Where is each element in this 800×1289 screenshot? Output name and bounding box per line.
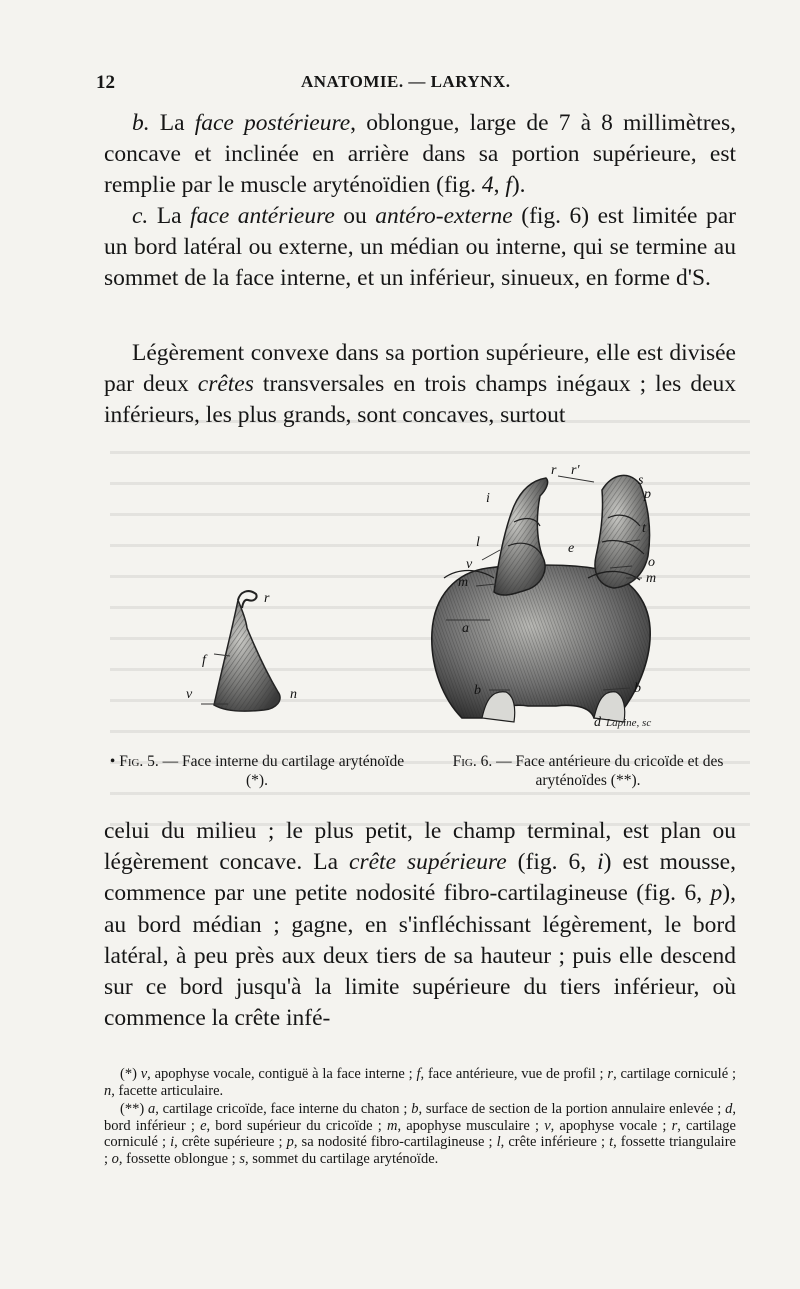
text-run: b. bbox=[132, 110, 150, 136]
fig6-label-i: i bbox=[486, 491, 490, 506]
footnote-fig5 bbox=[104, 1066, 736, 1099]
fig6-caption-number: Fig. 6. bbox=[452, 753, 493, 770]
fig6-label-b-left: b bbox=[474, 683, 481, 698]
text-run: , sa nodosité fibro-cartilagineuse ; bbox=[293, 1134, 497, 1150]
text-run: l bbox=[496, 1134, 501, 1150]
text-run: celui du milieu ; le plus petit, le champ terminal, est plan ou légèrement concave. La bbox=[104, 818, 736, 876]
text-run: transversales en trois champs inégaux ; les deux inférieurs, les plus grands, sont concaves, surtout bbox=[104, 371, 736, 429]
text-run: , bbox=[493, 172, 506, 199]
text-run: m bbox=[386, 1117, 398, 1134]
fig6-cricoid-drawing bbox=[432, 463, 656, 730]
text-run: t bbox=[609, 1134, 614, 1150]
footnote-fig6 bbox=[104, 1101, 736, 1167]
fig6-caption-text: — Face antérieure du cricoïde et des aryténoïdes (**). bbox=[492, 753, 724, 789]
text-run: , bord inférieur ; bbox=[104, 1101, 736, 1134]
text-run: , apophyse vocale, contiguë à la face interne ; bbox=[147, 1066, 417, 1082]
text-run: , oblongue, large de 7 à 8 millimètres, concave et inclinée en arrière dans sa portion supérieure, est remplie par le muscle aryténoïdien (fig. bbox=[104, 110, 736, 199]
fig6-caption bbox=[432, 752, 744, 790]
fig6-label-r: r bbox=[551, 463, 557, 478]
fig5-label-r: r bbox=[264, 591, 270, 606]
page-number: 12 bbox=[96, 72, 115, 93]
fig5-arytenoid-drawing bbox=[186, 591, 297, 711]
text-run: , surface de section de la portion annulaire enlevée ; bbox=[418, 1101, 726, 1117]
fig6-label-a: a bbox=[462, 621, 469, 636]
text-run: face antérieure bbox=[190, 203, 335, 229]
fig6-label-m-left: m bbox=[458, 575, 469, 590]
text-run: p bbox=[286, 1134, 294, 1150]
fig5-caption bbox=[98, 752, 416, 790]
text-run: s bbox=[239, 1150, 245, 1167]
footnotes bbox=[104, 1066, 736, 1169]
figures-block bbox=[96, 460, 746, 800]
fig6-label-t: t bbox=[642, 521, 646, 536]
fig6-label-l: l bbox=[476, 535, 480, 550]
text-run: , fossette oblongue ; bbox=[118, 1150, 240, 1167]
figures-illustration bbox=[96, 460, 746, 800]
fig6-label-o: o bbox=[648, 555, 655, 570]
fig5-caption-text: — Face interne du cartilage aryténoïde (*). bbox=[158, 753, 405, 789]
text-run: , crête inférieure ; bbox=[500, 1134, 610, 1150]
fig5-label-v: v bbox=[186, 687, 193, 702]
text-run: , apophyse vocale ; bbox=[550, 1117, 672, 1134]
text-run: , face antérieure, vue de profil ; bbox=[420, 1066, 608, 1082]
text-run: i bbox=[170, 1134, 175, 1150]
fig6-label-e: e bbox=[568, 541, 575, 556]
text-run: (**) bbox=[120, 1101, 148, 1117]
text-run: Légèrement convexe dans sa portion supérieure, elle est divisée par deux bbox=[104, 340, 736, 398]
text-run: o bbox=[111, 1150, 119, 1167]
text-run: ou bbox=[334, 203, 376, 229]
text-run: (fig. 6, bbox=[506, 849, 598, 876]
running-title: ANATOMIE. — LARYNX. bbox=[301, 72, 511, 91]
text-run: La bbox=[148, 203, 191, 229]
text-run: , fossette triangulaire ; bbox=[104, 1134, 736, 1167]
text-run: n bbox=[104, 1082, 112, 1099]
text-run: d bbox=[725, 1101, 733, 1117]
fig5-label-n: n bbox=[290, 687, 297, 702]
fig5-caption-number: • Fig. 5. bbox=[109, 753, 159, 770]
fig6-left-hatching bbox=[494, 478, 548, 595]
engraver-signature: Lapine, sc bbox=[606, 717, 652, 729]
text-run: face postérieure bbox=[194, 110, 351, 136]
text-run: , cartilage cricoïde, face interne du chaton ; bbox=[155, 1101, 412, 1117]
fig6-label-r-prime: r' bbox=[571, 463, 580, 478]
fig6-label-m-right: m bbox=[646, 571, 657, 586]
text-run: r bbox=[607, 1066, 614, 1082]
paragraph-anterior-face bbox=[104, 201, 736, 295]
text-run: i bbox=[597, 849, 604, 876]
text-run: , cartilage corniculé ; bbox=[613, 1066, 736, 1082]
text-run: v bbox=[140, 1066, 148, 1082]
fig6-label-p: p bbox=[644, 487, 651, 502]
paragraph-posterior-face bbox=[104, 108, 736, 202]
page-header bbox=[96, 72, 736, 98]
text-run: , sommet du cartilage aryténoïde. bbox=[244, 1150, 439, 1167]
text-run: antéro-externe bbox=[375, 203, 513, 229]
paragraph-superior-crest bbox=[104, 816, 736, 1034]
text-run: , bord supérieur du cricoïde ; bbox=[206, 1117, 387, 1134]
text-run: v bbox=[544, 1117, 551, 1134]
text-run: b bbox=[411, 1101, 419, 1117]
fig6-label-d: d bbox=[594, 715, 601, 730]
text-run: ). bbox=[511, 172, 526, 199]
text-run: , apophyse musculaire ; bbox=[397, 1117, 545, 1134]
text-run: crêtes bbox=[197, 371, 254, 398]
text-run: crête supérieure bbox=[349, 849, 507, 876]
text-run: f bbox=[416, 1066, 421, 1082]
fig5-label-f: f bbox=[202, 653, 206, 668]
text-run: r bbox=[671, 1117, 678, 1134]
text-run: ), au bord médian ; gagne, en s'infléchissant légèrement, le bord latéral, à peu près aux deux tiers de sa hauteur ; puis elle descend sur ce bord jusqu'à la limite supérieure du tiers inférieur, où commence la crête infé- bbox=[104, 880, 736, 1032]
text-run: p bbox=[710, 880, 723, 907]
text-run: 4 bbox=[481, 172, 494, 199]
text-run: f bbox=[505, 172, 512, 199]
paragraph-crests bbox=[104, 338, 736, 432]
text-run: e bbox=[200, 1117, 207, 1134]
text-run: (*) bbox=[120, 1066, 141, 1082]
text-run: , crête supérieure ; bbox=[174, 1134, 287, 1150]
fig6-label-s: s bbox=[638, 473, 644, 488]
text-run: ) est mousse, commence par une petite nodosité fibro-cartilagineuse (fig. 6, bbox=[104, 849, 736, 907]
text-run: , cartilage corniculé ; bbox=[104, 1117, 736, 1150]
text-run: c. bbox=[132, 203, 149, 229]
text-run: a bbox=[147, 1101, 156, 1117]
text-run: , facette articulaire. bbox=[111, 1082, 224, 1099]
text-run: (fig. 6) est limitée par un bord latéral ou externe, un médian ou interne, qui se termine au sommet de la face interne, et un inférieur, sinueux, en forme d'S. bbox=[104, 203, 736, 292]
text-run: La bbox=[149, 110, 195, 136]
fig6-label-v: v bbox=[466, 557, 473, 572]
fig6-label-b-right: b bbox=[634, 681, 641, 696]
